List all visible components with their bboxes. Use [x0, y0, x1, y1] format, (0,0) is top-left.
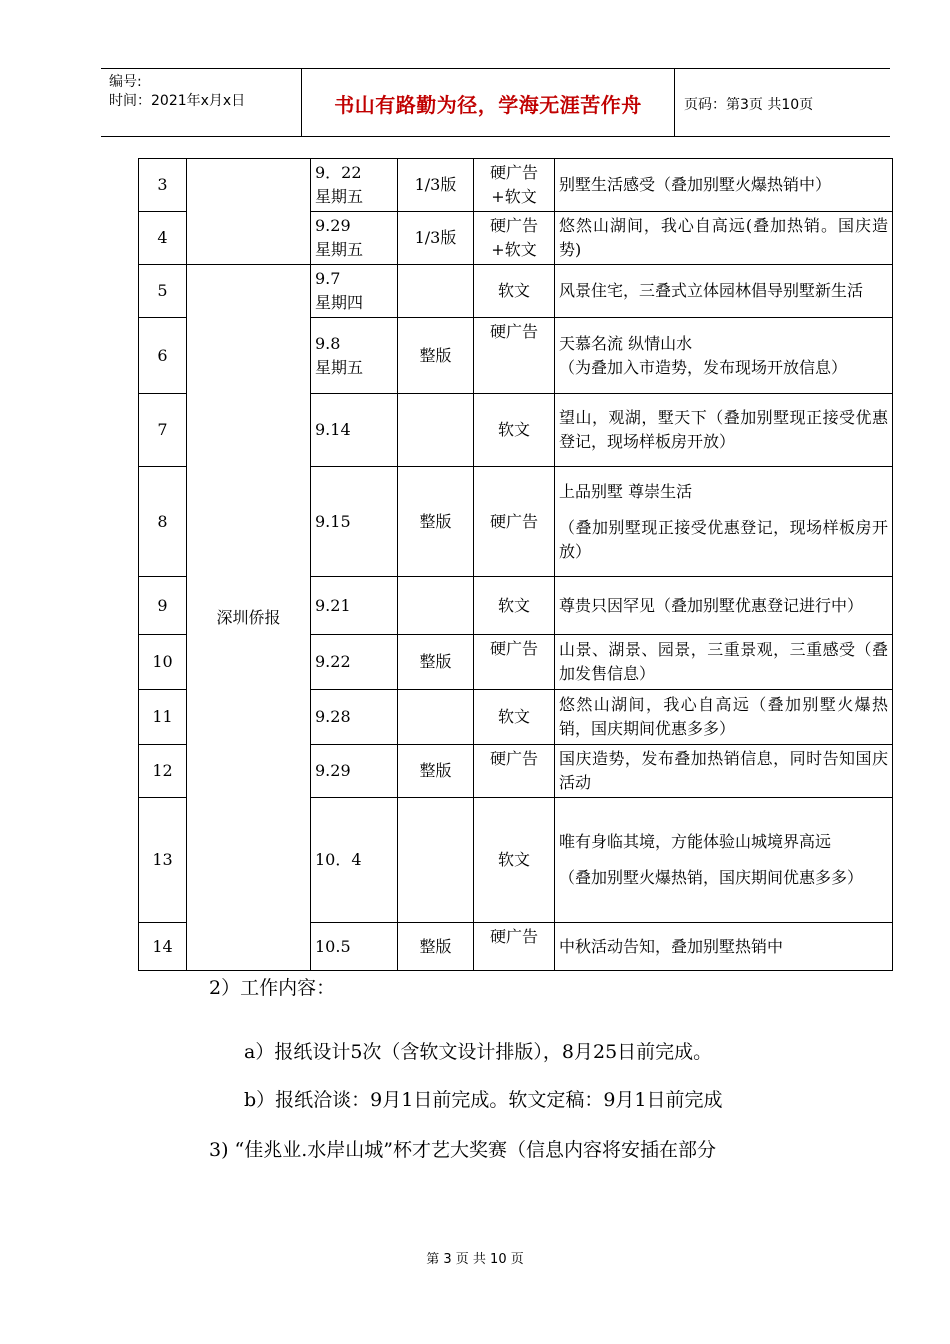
publish-date	[311, 394, 398, 467]
publication-cell-empty	[187, 159, 311, 265]
ad-type	[474, 745, 555, 798]
ad-type	[474, 212, 555, 265]
ad-topic	[555, 635, 893, 690]
row-number: 7	[139, 394, 187, 467]
work-item-a: a）报纸设计5次（含软文设计排版），8月25日前完成。	[244, 1041, 713, 1063]
row-number: 3	[139, 159, 187, 212]
ad-topic-line: 天慕名流 纵情山水	[559, 333, 693, 353]
row-number: 11	[139, 690, 187, 745]
ad-topic	[555, 690, 893, 745]
row-number: 10	[139, 635, 187, 690]
document-number-label: 编号:	[109, 74, 142, 90]
ad-topic	[555, 159, 893, 212]
publish-date-line: 9.14	[315, 420, 351, 439]
ad-size: 整版	[398, 635, 474, 690]
publish-date-line: 9.15	[315, 511, 351, 531]
ad-topic	[555, 798, 893, 923]
ad-type	[474, 159, 555, 212]
ad-type-line: 硬广告	[489, 511, 538, 531]
ad-type-line: 硬广告	[489, 216, 538, 235]
ad-type-line: +软文	[491, 187, 537, 206]
publish-date-line: 9.28	[315, 707, 351, 726]
row-number: 13	[139, 798, 187, 923]
header-meta	[109, 73, 245, 111]
ad-type	[474, 690, 555, 745]
ad-topic-line: 中秋活动告知，叠加别墅热销中	[559, 936, 784, 956]
ad-topic-line: 上品别墅 尊崇生活	[559, 481, 693, 501]
row-number: 14	[139, 923, 187, 971]
header-divider	[674, 69, 675, 136]
work-content-heading: 2）工作内容：	[209, 977, 336, 999]
ad-size: 整版	[398, 318, 474, 394]
ad-type-line: 硬广告	[489, 749, 538, 768]
ad-type-line: 软文	[497, 707, 530, 726]
publish-date	[311, 467, 398, 577]
publish-date	[311, 745, 398, 798]
publish-date	[311, 690, 398, 745]
ad-size	[398, 690, 474, 745]
row-number: 12	[139, 745, 187, 798]
ad-topic-line: 悠然山湖间，我心自高远(叠加热销。国庆造势)	[559, 216, 888, 259]
row-number: 8	[139, 467, 187, 577]
ad-topic	[555, 394, 893, 467]
row-number: 9	[139, 577, 187, 635]
publish-date	[311, 159, 398, 212]
ad-topic-line: 风景住宅，三叠式立体园林倡导别墅新生活	[559, 281, 864, 300]
row-number: 5	[139, 265, 187, 318]
ad-topic-line: （叠加别墅火爆热销，国庆期间优惠多多）	[559, 868, 864, 887]
ad-type-line: 硬广告	[489, 927, 538, 946]
ad-type	[474, 577, 555, 635]
ad-topic	[555, 923, 893, 971]
ad-type-line: 软文	[497, 850, 530, 869]
publish-date-line: 10.5	[315, 936, 351, 956]
work-item-b: b）报纸洽谈：9月1日前完成。软文定稿：9月1日前完成	[244, 1089, 723, 1111]
ad-topic	[555, 745, 893, 798]
ad-type-line: 硬广告	[489, 163, 538, 182]
ad-topic-line: 别墅生活感受（叠加别墅火爆热销中）	[559, 175, 832, 194]
ad-size	[398, 265, 474, 318]
publish-date-line: 9．22	[315, 163, 362, 182]
ad-topic-line: 山景、湖景、园景，三重景观，三重感受（叠加发售信息）	[559, 640, 888, 683]
ad-type	[474, 394, 555, 467]
ad-size: 1/3版	[398, 159, 474, 212]
ad-type	[474, 635, 555, 690]
media-schedule-table	[138, 158, 893, 971]
schedule-body	[139, 159, 893, 971]
ad-topic	[555, 265, 893, 318]
table-row	[139, 265, 893, 318]
ad-size: 整版	[398, 467, 474, 577]
ad-type	[474, 923, 555, 971]
ad-size	[398, 798, 474, 923]
publish-date	[311, 318, 398, 394]
ad-topic-line: 唯有身临其境，方能体验山城境界高远	[559, 832, 832, 851]
page-header	[101, 68, 890, 137]
publish-date	[311, 577, 398, 635]
publish-date-line: 星期五	[315, 357, 364, 377]
header-motto: 书山有路勤为径，学海无涯苦作舟	[334, 93, 642, 117]
ad-type	[474, 318, 555, 394]
publish-date-line: 10．4	[315, 850, 362, 869]
ad-type-line: 软文	[497, 595, 530, 615]
publish-date	[311, 923, 398, 971]
publish-date-line: 星期四	[315, 293, 364, 312]
ad-size: 整版	[398, 923, 474, 971]
publish-date	[311, 635, 398, 690]
ad-type	[474, 265, 555, 318]
publish-date	[311, 265, 398, 318]
ad-topic-line: （叠加别墅现正接受优惠登记，现场样板房开放）	[559, 517, 888, 561]
publish-date-line: 9.29	[315, 761, 351, 780]
header-page-number: 页码：第3页 共10页	[684, 97, 814, 113]
table-row	[139, 159, 893, 212]
publish-date-line: 星期五	[315, 187, 364, 206]
ad-topic-line: 悠然山湖间，我心自高远（叠加别墅火爆热销，国庆期间优惠多多）	[559, 695, 888, 738]
publish-date-line: 9.8	[315, 333, 341, 353]
publish-date-line: 9.7	[315, 269, 341, 288]
page-footer: 第 3 页 共 10 页	[426, 1252, 524, 1267]
publish-date	[311, 212, 398, 265]
ad-type-line: 软文	[497, 281, 530, 300]
ad-topic-line: 尊贵只因罕见（叠加别墅优惠登记进行中）	[559, 595, 864, 615]
ad-size	[398, 394, 474, 467]
ad-type-line: 软文	[497, 420, 530, 439]
ad-type-line: +软文	[491, 240, 537, 259]
ad-size	[398, 577, 474, 635]
publish-date	[311, 798, 398, 923]
publish-date-line: 9.22	[315, 652, 351, 671]
ad-type	[474, 467, 555, 577]
publish-date-line: 9.29	[315, 216, 351, 235]
ad-topic	[555, 577, 893, 635]
publish-date-line: 星期五	[315, 240, 364, 259]
ad-topic-line: 国庆造势，发布叠加热销信息，同时告知国庆活动	[559, 749, 888, 792]
ad-topic-line: 望山，观湖，墅天下（叠加别墅现正接受优惠登记，现场样板房开放）	[559, 408, 888, 451]
row-number: 4	[139, 212, 187, 265]
publication-name: 深圳侨报	[187, 265, 311, 971]
row-number: 6	[139, 318, 187, 394]
ad-topic-line: （为叠加入市造势，发布现场开放信息）	[559, 357, 848, 377]
ad-type-line: 硬广告	[489, 322, 538, 341]
ad-size: 1/3版	[398, 212, 474, 265]
publish-date-line: 9.21	[315, 595, 351, 615]
section-3-paragraph: 3) “佳兆业.水岸山城”杯才艺大奖赛（信息内容将安插在部分	[209, 1139, 717, 1161]
document-time-label: 时间：2021年x月x日	[109, 93, 246, 109]
ad-topic	[555, 467, 893, 577]
ad-size: 整版	[398, 745, 474, 798]
ad-type	[474, 798, 555, 923]
ad-topic	[555, 212, 893, 265]
ad-type-line: 硬广告	[489, 639, 538, 658]
ad-topic	[555, 318, 893, 394]
